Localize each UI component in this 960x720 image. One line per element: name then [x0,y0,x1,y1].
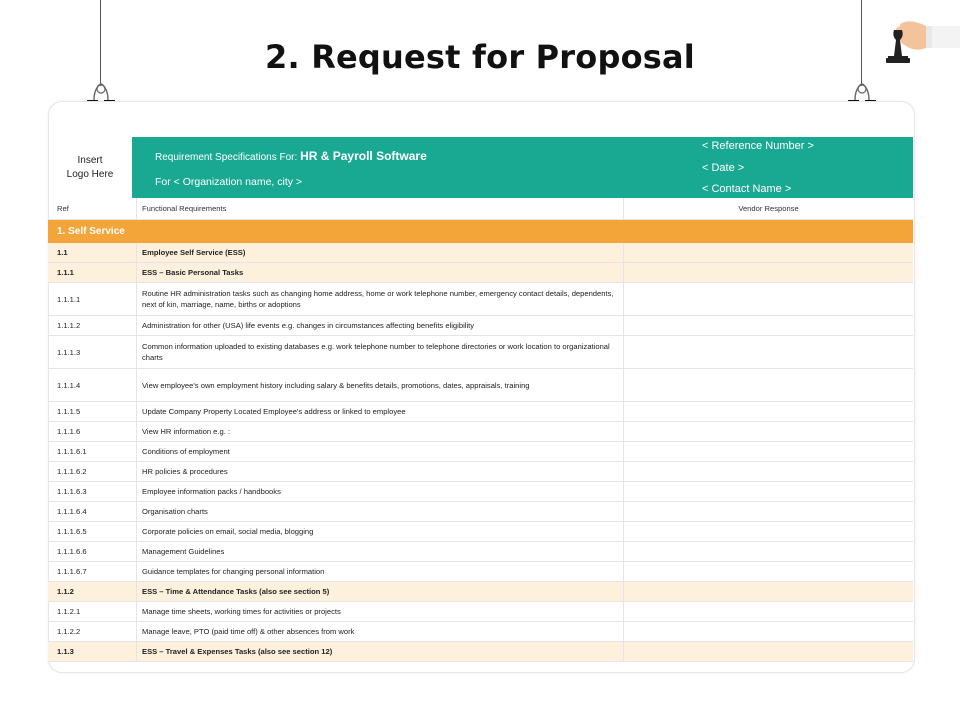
vendor-response-cell[interactable] [624,542,914,562]
table-header-row [48,198,913,220]
requirement-cell: Update Company Property Located Employee's address or linked to employee [137,402,624,422]
requirement-cell: Guidance templates for changing personal information [137,562,624,582]
organization-line: For < Organization name, city > [155,176,303,188]
ref-cell: 1.1.1.1 [48,283,137,316]
ref-cell: 1.1.1.5 [48,402,137,422]
ref-cell: 1.1.1.4 [48,369,137,402]
table-row [48,602,913,622]
table-row [48,243,913,263]
requirement-cell: Corporate policies on email, social media, blogging [137,522,624,542]
table-row [48,542,913,562]
spec-line [155,149,427,163]
vendor-response-cell[interactable] [624,316,914,336]
requirement-cell: Employee information packs / handbooks [137,482,624,502]
requirement-cell: ESS – Time & Attendance Tasks (also see section 5) [137,582,624,602]
logo-placeholder-line-1: Insert [77,154,103,166]
requirement-cell: Routine HR administration tasks such as changing home address, home or work telephone number, emergency contact details, dependents, next of kin, marriage, name, births or adoptions [137,283,624,316]
ref-cell: 1.1.1.6 [48,422,137,442]
requirement-cell: View employee's own employment history including salary & benefits details, promotions, dates, appraisals, training [137,369,624,402]
table-row [48,402,913,422]
table-row [48,336,913,369]
page-title: 2. Request for Proposal [265,38,695,76]
requirements-table [48,198,913,662]
vendor-response-cell[interactable] [624,522,914,542]
ref-cell: 1.1.2 [48,582,137,602]
requirement-cell: Common information uploaded to existing databases e.g. work telephone number to telephone directories or work location to organizational charts [137,336,624,369]
table-row [48,369,913,402]
reference-number: < Reference Number > [702,140,814,152]
ref-cell: 1.1.1.6.1 [48,442,137,462]
requirement-cell: Manage time sheets, working times for activities or projects [137,602,624,622]
requirement-cell: Conditions of employment [137,442,624,462]
vendor-response-cell[interactable] [624,422,914,442]
ref-cell: 1.1.1.3 [48,336,137,369]
ref-cell: 1.1.1.6.5 [48,522,137,542]
requirement-cell: Organisation charts [137,502,624,522]
column-header-requirements: Functional Requirements [137,198,624,220]
table-row [48,482,913,502]
table-row [48,502,913,522]
requirement-cell: Manage leave, PTO (paid time off) & other absences from work [137,622,624,642]
vendor-response-cell[interactable] [624,622,914,642]
spec-label: Requirement Specifications For: [155,152,298,163]
logo-placeholder-line-2: Logo Here [66,168,114,180]
date-field: < Date > [702,162,745,174]
ref-cell: 1.1.1.6.4 [48,502,137,522]
ref-cell: 1.1.1.2 [48,316,137,336]
ref-cell: 1.1.2.1 [48,602,137,622]
table-row [48,283,913,316]
vendor-response-cell[interactable] [624,642,914,662]
ref-cell: 1.1.3 [48,642,137,662]
ref-cell: 1.1 [48,243,137,263]
table-row [48,642,913,662]
table-row [48,316,913,336]
table-row [48,562,913,582]
section-header-row [48,220,913,243]
requirement-cell: Administration for other (USA) life events e.g. changes in circumstances affecting benefits eligibility [137,316,624,336]
requirement-cell: View HR information e.g. : [137,422,624,442]
vendor-response-cell[interactable] [624,602,914,622]
section-vendor-cell [624,220,914,243]
ref-cell: 1.1.2.2 [48,622,137,642]
proposal-header [48,137,913,198]
ref-cell: 1.1.1.6.3 [48,482,137,502]
table-row [48,442,913,462]
requirement-cell: HR policies & procedures [137,462,624,482]
table-row [48,422,913,442]
requirement-cell: Management Guidelines [137,542,624,562]
vendor-response-cell[interactable] [624,243,914,263]
vendor-response-cell[interactable] [624,562,914,582]
column-header-ref: Ref [48,198,137,220]
vendor-response-cell[interactable] [624,502,914,522]
header-banner [132,137,913,198]
vendor-response-cell[interactable] [624,582,914,602]
ref-cell: 1.1.1.6.7 [48,562,137,582]
contact-name: < Contact Name > [702,183,792,195]
requirement-cell: Employee Self Service (ESS) [137,243,624,263]
vendor-response-cell[interactable] [624,336,914,369]
vendor-response-cell[interactable] [624,462,914,482]
table-row [48,582,913,602]
section-label: 1. Self Service [48,220,624,243]
vendor-response-cell[interactable] [624,442,914,462]
requirement-cell: ESS – Basic Personal Tasks [137,263,624,283]
spec-value: HR & Payroll Software [300,149,427,163]
requirement-cell: ESS – Travel & Expenses Tasks (also see section 12) [137,642,624,662]
table-row [48,622,913,642]
ref-cell: 1.1.1.6.2 [48,462,137,482]
ref-cell: 1.1.1 [48,263,137,283]
column-header-vendor-response: Vendor Response [624,198,914,220]
vendor-response-cell[interactable] [624,283,914,316]
table-row [48,263,913,283]
logo-placeholder [48,137,132,198]
table-row [48,462,913,482]
ref-cell: 1.1.1.6.6 [48,542,137,562]
table-row [48,522,913,542]
vendor-response-cell[interactable] [624,263,914,283]
vendor-response-cell[interactable] [624,369,914,402]
vendor-response-cell[interactable] [624,402,914,422]
vendor-response-cell[interactable] [624,482,914,502]
